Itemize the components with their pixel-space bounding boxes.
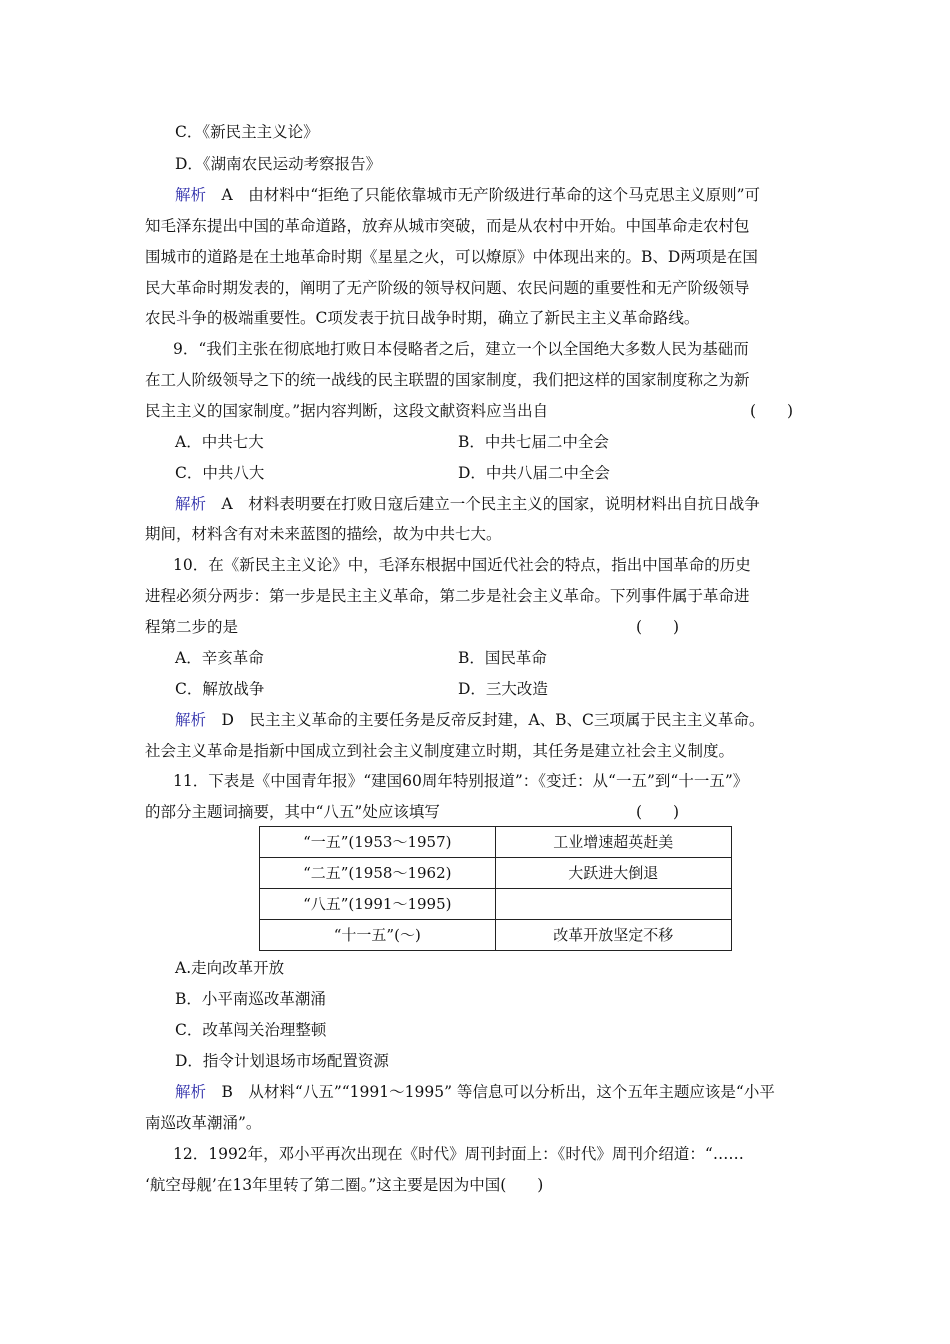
q10-analysis-line-1: 解析 D 民主主义革命的主要任务是反帝反封建，A、B、C三项属于民主主义革命。 — [175, 711, 765, 729]
analysis-label: 解析 — [175, 186, 207, 204]
q12-stem-line-1: 12．1992年，邓小平再次出现在《时代》周刊封面上：《时代》周刊介绍道：“…… — [173, 1145, 744, 1163]
q11-option-b: B．小平南巡改革潮涌 — [175, 990, 326, 1008]
analysis-label: 解析 — [175, 495, 207, 513]
q10-option-c: C．解放战争 — [175, 680, 265, 698]
q8-option-d: D．《湖南农民运动考察报告》 — [175, 155, 382, 173]
q10-option-b: B．国民革命 — [458, 649, 547, 667]
analysis-label: 解析 — [175, 1083, 207, 1101]
q11-option-d: D．指令计划退场市场配置资源 — [175, 1052, 389, 1070]
table-cell: 大跃进大倒退 — [495, 858, 731, 889]
q10-stem-line-2: 进程必须分两步：第一步是民主主义革命，第二步是社会主义革命。下列事件属于革命进 — [145, 587, 750, 605]
q10-stem-line-3: 程第二步的是 — [145, 618, 239, 636]
q11-analysis-line-2: 南巡改革潮涌”。 — [145, 1114, 262, 1132]
q9-analysis-line-1: 解析 A 材料表明要在打败日寇后建立一个民主主义的国家，说明材料出自抗日战争 — [175, 495, 760, 513]
analysis-label: 解析 — [175, 711, 207, 729]
table-cell: “十一五”(～) — [260, 920, 496, 951]
q8-analysis-line-4: 民大革命时期发表的，阐明了无产阶级的领导权问题、农民问题的重要性和无产阶级领导 — [145, 279, 750, 297]
q8-option-c: C．《新民主主义论》 — [175, 123, 319, 141]
q9-option-c: C．中共八大 — [175, 464, 265, 482]
table-cell: “八五”(1991～1995) — [260, 889, 496, 920]
q11-answer-blank: ( ) — [636, 803, 680, 821]
five-year-plan-table — [259, 826, 732, 951]
q10-option-d: D．三大改造 — [458, 680, 548, 698]
q9-answer-blank: ( ) — [750, 402, 794, 420]
table-cell: 改革开放坚定不移 — [495, 920, 731, 951]
q11-analysis-line-1: 解析 B 从材料“八五”“1991～1995” 等信息可以分析出，这个五年主题应该是“小平 — [175, 1083, 775, 1101]
q10-answer-blank: ( ) — [636, 618, 680, 636]
q8-analysis-line-3: 围城市的道路是在土地革命时期《星星之火，可以燎原》中体现出来的。B、D两项是在国 — [145, 248, 758, 266]
q9-stem-line-2: 在工人阶级领导之下的统一战线的民主联盟的国家制度，我们把这样的国家制度称之为新 — [145, 371, 750, 389]
q9-option-a: A．中共七大 — [175, 433, 264, 451]
q11-stem-line-2: 的部分主题词摘要，其中“八五”处应该填写 — [145, 803, 440, 821]
q9-analysis-line-2: 期间，材料含有对未来蓝图的描绘，故为中共七大。 — [145, 525, 502, 543]
q8-analysis-line-1: 解析 A 由材料中“拒绝了只能依靠城市无产阶级进行革命的这个马克思主义原则”可 — [175, 186, 761, 204]
table-row — [260, 827, 732, 858]
q10-analysis-line-2: 社会主义革命是指新中国成立到社会主义制度建立时期，其任务是建立社会主义制度。 — [145, 742, 735, 760]
q9-stem-line-3: 民主主义的国家制度。”据内容判断，这段文献资料应当出自 — [145, 402, 549, 420]
q9-stem-line-1: 9．“我们主张在彻底地打败日本侵略者之后，建立一个以全国绝大多数人民为基础而 — [173, 340, 749, 358]
table-cell: “一五”(1953～1957) — [260, 827, 496, 858]
table-cell: “二五”(1958～1962) — [260, 858, 496, 889]
table-row — [260, 920, 732, 951]
q11-option-a: A.走向改革开放 — [175, 959, 285, 977]
table-row — [260, 889, 732, 920]
q12-stem-line-2: ‘航空母舰’在13年里转了第二圈。”这主要是因为中国( ) — [145, 1176, 544, 1194]
q11-stem-line-1: 11．下表是《中国青年报》“建国60周年特别报道”：《变迁：从“一五”到“十一五”》 — [173, 772, 749, 790]
q8-analysis-line-5: 农民斗争的极端重要性。C项发表于抗日战争时期，确立了新民主主义革命路线。 — [145, 309, 700, 327]
q11-option-c: C．改革闯关治理整顿 — [175, 1021, 327, 1039]
table-cell — [495, 889, 731, 920]
q9-option-d: D．中共八届二中全会 — [458, 464, 610, 482]
q10-stem-line-1: 10．在《新民主主义论》中，毛泽东根据中国近代社会的特点，指出中国革命的历史 — [173, 556, 751, 574]
q8-analysis-line-2: 知毛泽东提出中国的革命道路，放弃从城市突破，而是从农村中开始。中国革命走农村包 — [145, 217, 750, 235]
q10-option-a: A．辛亥革命 — [175, 649, 264, 667]
table-row — [260, 858, 732, 889]
table-cell: 工业增速超英赶美 — [495, 827, 731, 858]
q9-option-b: B．中共七届二中全会 — [458, 433, 609, 451]
